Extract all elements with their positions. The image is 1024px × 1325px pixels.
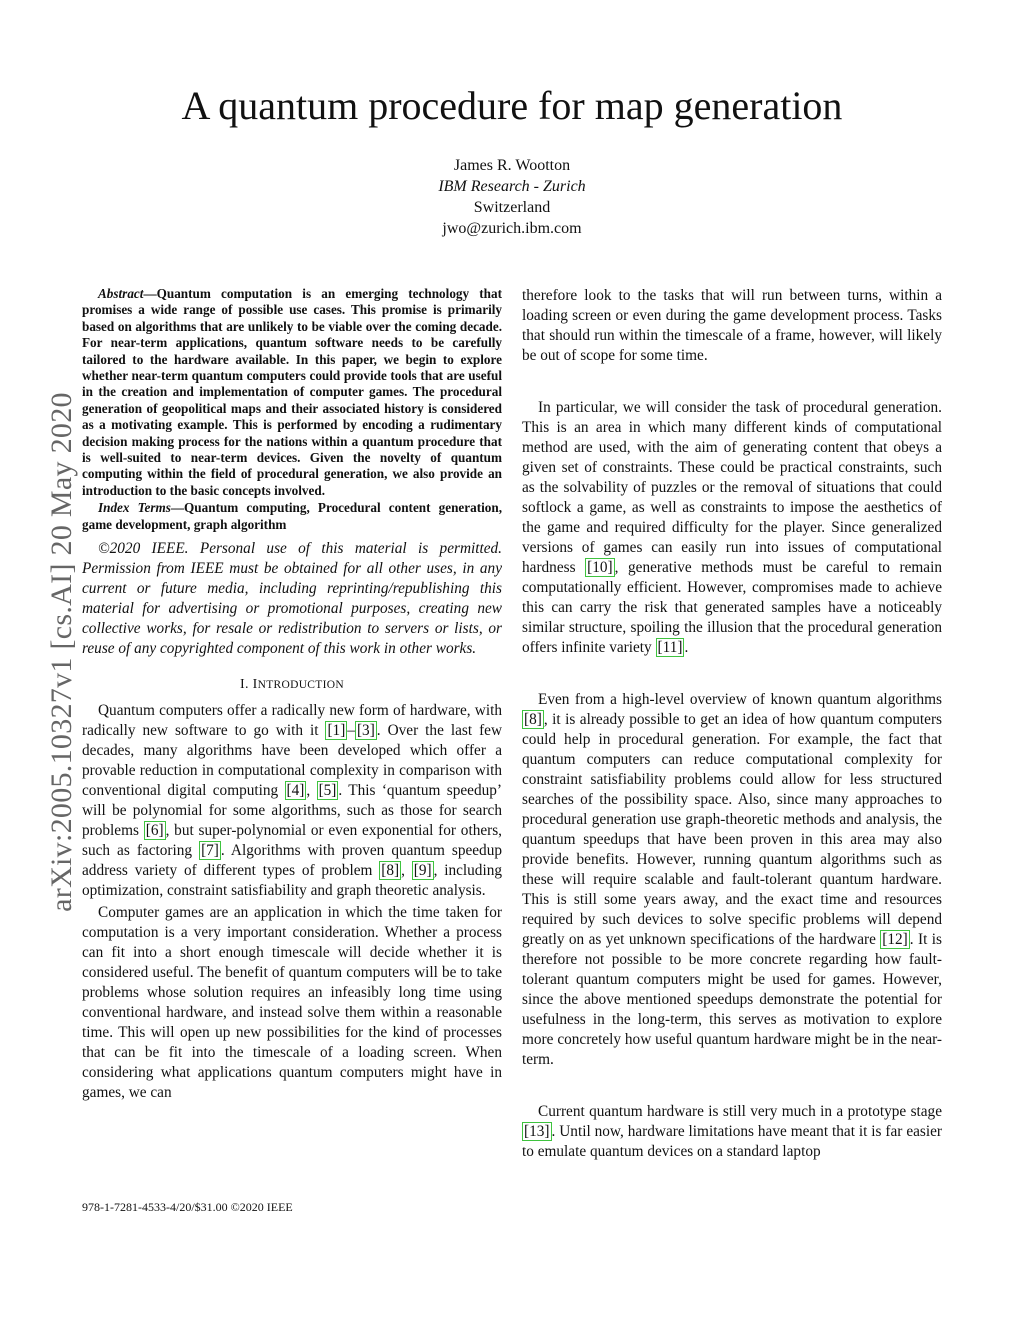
citation-link[interactable]: [9] <box>413 862 432 880</box>
citation-link[interactable]: [8] <box>524 711 542 728</box>
text-run: , <box>306 782 317 800</box>
copyright-notice: ©2020 IEEE. Personal use of this material is permitted. Permission from IEEE must be obtained for all other uses, in any current or future media, including reprinting/republishing this material for advertising or promotional purposes, creating new collective works, for resale or redistribution to servers or lists, or reuse of any copyrighted component of this work in other works. <box>82 540 502 658</box>
text-run: , it is already possible to get an idea of how quantum computers could help in procedural generation. For example, the fact that quantum computers can reduce computational complexity for constraint satisfiability problems could allow for less structured searches of the possibility space. Also, since many approaches to procedural generation use graph-theoretic methods and analysis, the quantum speedups that have been proven in this area may also provide benefits. However, running quantum algorithms such as these will require scalable and fault-tolerant quantum hardware. This is still some years away, and the exact time and resources required by such devices to solve specific problems will depend greatly on as yet unknown specifications of the hardware <box>522 711 942 948</box>
citation-link[interactable]: [4] <box>286 782 305 800</box>
author-name: James R. Wootton <box>453 157 571 174</box>
footer-copyright: 978-1-7281-4533-4/20/$31.00 ©2020 IEEE <box>82 1200 293 1214</box>
abstract-text: —Quantum computation is an emerging technology that promises a wide range of possible use cases. This promise is primarily based on algorithms that are unlikely to be viable over the coming decade. For near-term applications, quantum software needs to be carefully tailored to the hardware available. In this paper, we begin to explore whether near-term quantum computers could provide tools that are useful in the creation and implementation of computer games. The procedural generation of geopolitical maps and their associated history is considered as a motivating example. This is performed by encoding a rudimentary decision making process for the nations within a quantum procedure that is well-suited to near-term devices. Given the novelty of quantum computing within the field of procedural generation, we also provide an introduction to the basic concepts involved. <box>82 286 502 498</box>
citation-link[interactable]: [11] <box>657 639 683 656</box>
citation-link[interactable]: [1] <box>327 722 346 740</box>
left-column <box>82 286 502 1103</box>
citation-link[interactable]: [6] <box>145 822 164 840</box>
text-run: , including optimization, constraint satisfiability and graph theoretic analysis. <box>82 862 503 900</box>
citation-link[interactable]: [8] <box>381 862 400 880</box>
text-run: . It is therefore not possible to be more concrete regarding how fault-tolerant quantum computers might be used for games. However, since the above mentioned speedups demonstrate the potential for usefulness in the long-term, this serves as motivation to explore more concretely how useful quantum hardware might be in the near-term. <box>522 931 942 1068</box>
section-heading <box>82 675 502 695</box>
text-run: Current quantum hardware is still very much in a prototype stage <box>538 1103 942 1120</box>
text-run: . Until now, hardware limitations have meant that it is far easier to emulate quantum devices on a standard laptop <box>522 1123 942 1160</box>
text-run: , but super-polynomial or even exponential for others, such as factoring <box>82 822 502 860</box>
citation-link[interactable]: [10] <box>587 559 613 576</box>
text-run: , <box>401 862 412 880</box>
index-terms-text: —Quantum computing, Procedural content generation, game development, graph algorithm <box>82 500 502 532</box>
citation-link[interactable]: [7] <box>201 842 219 860</box>
right-column <box>522 286 942 1162</box>
arxiv-stamp-text: arXiv:2005.10327v1 [cs.AI] 20 May 2020 <box>45 392 78 912</box>
abstract <box>82 286 502 499</box>
author-email[interactable]: jwo@zurich.ibm.com <box>442 220 582 237</box>
author-country: Switzerland <box>473 199 551 216</box>
citation-link[interactable]: [5] <box>318 782 337 800</box>
text-run: . This ‘quantum speedup’ will be polynomial for some algorithms, such as those for search problems <box>82 782 503 840</box>
text-run: , generative methods must be careful to remain computationally efficient. However, compromises made to achieve this can carry the risk that generated samples have a noticeably similar structure, spoiling the illusion that the procedural generation offers infinite variety <box>522 559 942 656</box>
text-run: – <box>347 722 355 740</box>
text-run: In particular, we will consider the task of procedural generation. This is an area in which many different kinds of computational method are used, with the aim of generating content that obeys a given set of constraints. These could be practical constraints, such as the solvability of puzzles or the removal of situations that could softlock a game, as well as constraints to impose the aesthetics of the game and required difficulty for the player. Since generalized versions of games can easily run into issues of computational hardness <box>522 399 942 576</box>
author-affiliation: IBM Research - Zurich <box>438 178 586 195</box>
right-paragraph-3 <box>522 690 942 1070</box>
index-terms <box>82 500 502 533</box>
index-terms-label: Index Terms <box>98 500 171 516</box>
right-paragraph-1: therefore look to the tasks that will run between turns, within a loading screen or even during the game development process. Tasks that should run within the timescale of a frame, however, will likely be out of scope for some time. <box>522 287 942 364</box>
text-run: . Over the last few decades, many algorithms have been developed which offer a provable reduction in computational complexity in comparison with conventional digital computing <box>82 722 502 800</box>
right-paragraph-4 <box>522 1102 942 1162</box>
text-run: Quantum computers offer a radically new form of hardware, with radically new software to go with it <box>82 702 502 740</box>
right-paragraph-2 <box>522 398 942 658</box>
citation-link[interactable]: [13] <box>524 1123 550 1140</box>
intro-paragraph-1 <box>82 701 502 901</box>
author-block <box>0 155 1024 239</box>
paper-title: A quantum procedure for map generation <box>181 83 843 128</box>
section-rest: NTRODUCTION <box>257 679 344 692</box>
citation-link[interactable]: [12] <box>882 931 908 948</box>
text-run: . <box>684 639 689 656</box>
text-run: . Algorithms with proven quantum speedup address variety of different types of problem <box>82 842 503 880</box>
abstract-label: Abstract <box>98 286 144 301</box>
citation-link[interactable]: [3] <box>356 722 375 740</box>
section-first-letter: I <box>252 677 258 693</box>
text-run: Even from a high-level overview of known quantum algorithms <box>538 691 942 708</box>
intro-paragraph-2: Computer games are an application in which the time taken for computation is a very important consideration. Whether a process can fit into a short enough timescale will decide whether it is considered useful. The benefit of quantum computers will be to take problems whose solution requires an infeasibly long time using conventional hardware, and instead solve them within a reasonable time. This will open up new possibilities for the kind of processes that can be fit into the timescale of a loading screen. When considering what applications quantum computers might have in games, we can <box>82 904 502 1102</box>
section-number: I. <box>240 677 249 693</box>
